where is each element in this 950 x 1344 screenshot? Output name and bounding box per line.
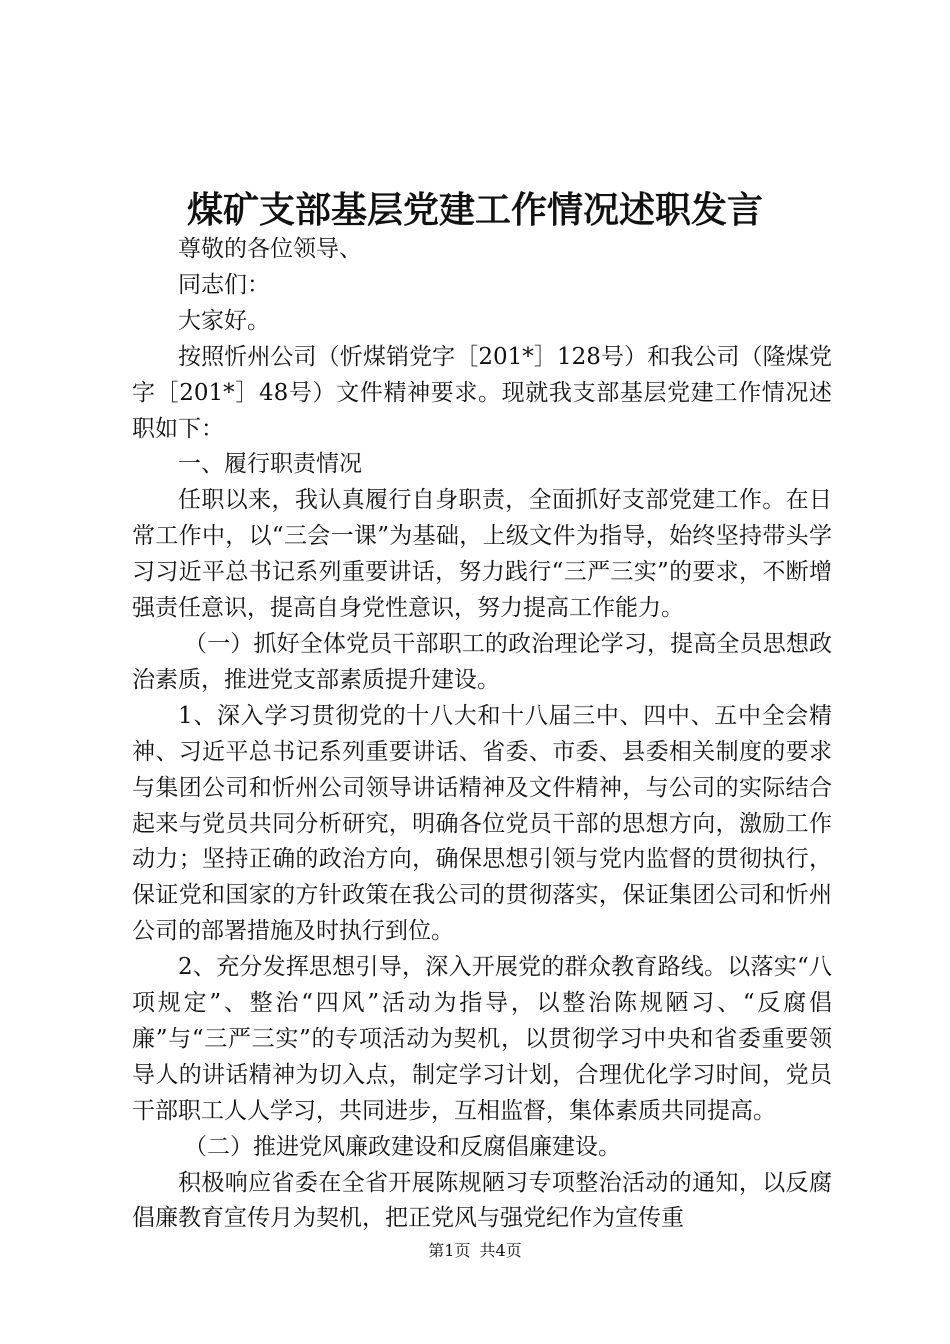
page-footer: [0, 1240, 950, 1262]
body-paragraph: 积极响应省委在全省开展陈规陋习专项整治活动的通知，以反腐倡廉教育宣传月为契机，把正党风与强党纪作为宣传重: [132, 1169, 832, 1232]
subsection-heading-2: （二）推进党风廉政建设和反腐倡廉建设。: [184, 1133, 621, 1160]
page-total: 共4页: [479, 1241, 522, 1260]
document-body: [132, 232, 832, 1237]
body-paragraph: 任职以来，我认真履行自身职责，全面抓好支部党建工作。在日常工作中，以“三会一课”为基础，上级文件为指导，始终坚持带头学习习近平总书记系列重要讲话，努力践行“三严三实”的要求，不断增强责任意识，提高自身党性意识，努力提高工作能力。: [132, 487, 832, 622]
salutation-line-1: 尊敬的各位领导、: [178, 236, 362, 262]
body-paragraph: 2、充分发挥思想引导，深入开展党的群众教育路线。以落实“八项规定”、整治“四风”活动为指导，以整治陈规陋习、“反腐倡廉”与“三严三实”的专项活动为契机，以贯彻学习中央和省委重要领导人的讲话精神为切入点，制定学习计划，合理优化学习时间，党员干部职工人人学习，共同进步，互相监督，集体素质共同提高。: [132, 954, 832, 1124]
page-number: 第1页: [428, 1241, 471, 1260]
subsection-heading-1: （一）抓好全体党员干部职工的政治理论学习，提高全员思想政治素质，推进党支部素质提升建设。: [132, 630, 832, 693]
body-paragraph: 1、深入学习贯彻党的十八大和十八届三中、四中、五中全会精神、习近平总书记系列重要讲话、省委、市委、县委相关制度的要求与集团公司和忻州公司领导讲话精神及文件精神，与公司的实际结合起来与党员共同分析研究，明确各位党员干部的思想方向，激励工作动力；坚持正确的政治方向，确保思想引领与党内监督的贯彻执行，保证党和国家的方针政策在我公司的贯彻落实，保证集团公司和忻州公司的部署措施及时执行到位。: [132, 702, 832, 945]
document-title: 煤矿支部基层党建工作情况述职发言: [186, 189, 763, 231]
intro-paragraph: 按照忻州公司（忻煤销党字［201*］128号）和我公司（隆煤党字［201*］48号）文件精神要求。现就我支部基层党建工作情况述职如下：: [132, 343, 832, 442]
salutation-line-2: 同志们：: [178, 271, 270, 298]
section-heading-1: 一、履行职责情况: [178, 451, 362, 478]
greeting: 大家好。: [178, 307, 270, 334]
